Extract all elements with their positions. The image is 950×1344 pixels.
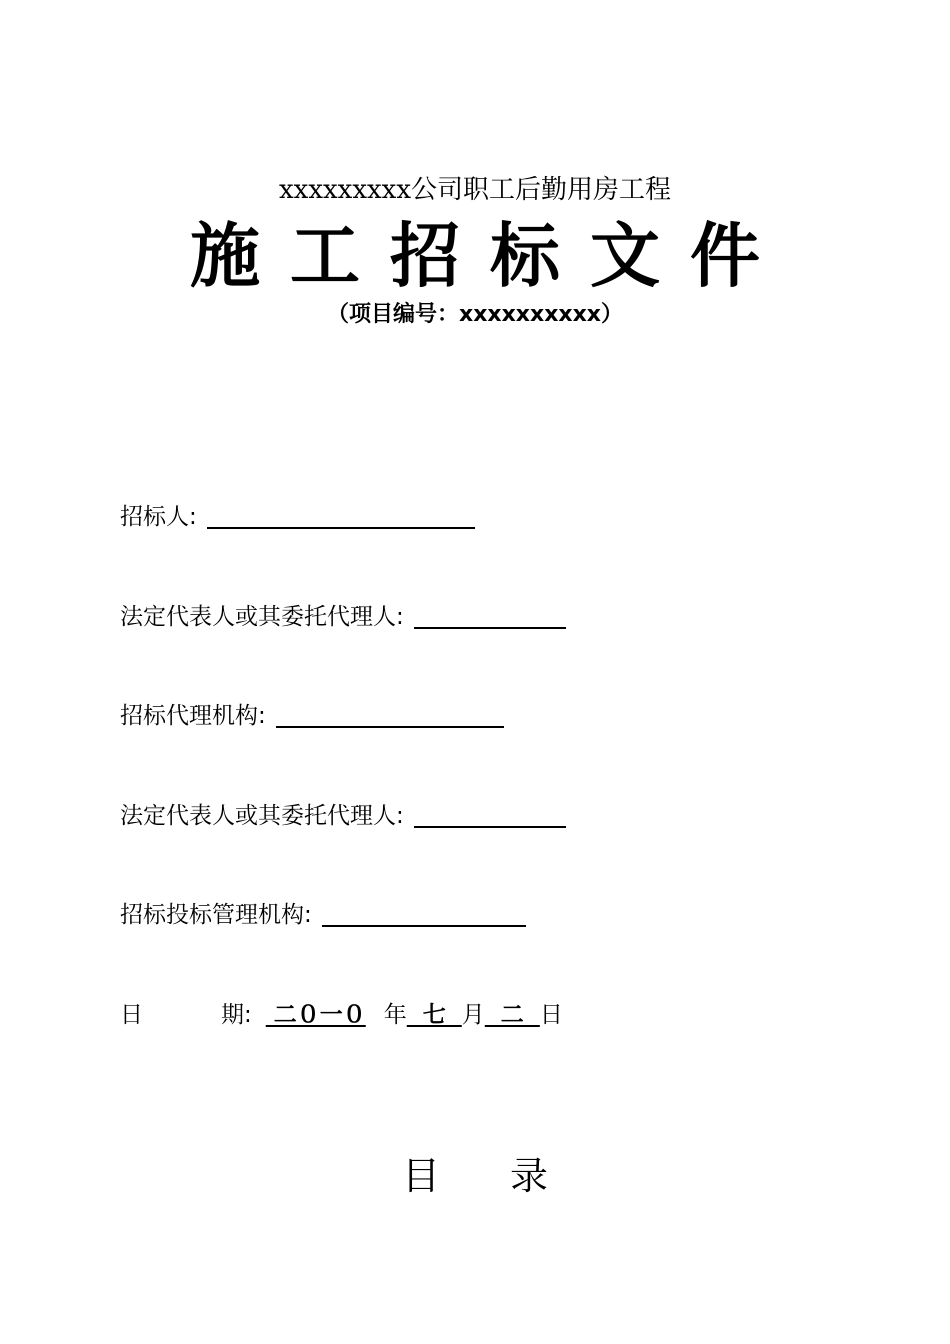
toc-title: 目录 bbox=[401, 1154, 618, 1198]
legal-rep-label-1: 法定代表人或其委托代理人: bbox=[120, 604, 404, 630]
project-number: （项目编号：xxxxxxxxxx） bbox=[327, 302, 623, 327]
agency-row bbox=[120, 697, 504, 731]
tenderer-blank[interactable] bbox=[207, 503, 475, 529]
tenderer-row bbox=[120, 498, 475, 532]
authority-blank[interactable] bbox=[322, 901, 526, 927]
date-label-day: 日 bbox=[120, 1002, 143, 1028]
authority-row bbox=[120, 896, 526, 930]
date-month-unit: 月 bbox=[461, 1002, 485, 1028]
date-row bbox=[120, 996, 563, 1030]
date-year-value[interactable]: 二０一０ bbox=[265, 1002, 366, 1028]
authority-label: 招标投标管理机构: bbox=[120, 902, 312, 928]
tenderer-label: 招标人: bbox=[120, 504, 197, 530]
date-month-value[interactable]: 七 bbox=[406, 1002, 462, 1028]
date-year-unit: 年 bbox=[383, 1002, 407, 1028]
legal-rep-row-2 bbox=[120, 797, 566, 831]
document-title: 施工招标文件 bbox=[190, 215, 790, 297]
legal-rep-label-2: 法定代表人或其委托代理人: bbox=[120, 803, 404, 829]
project-subtitle: xxxxxxxxx公司职工后勤用房工程 bbox=[279, 175, 671, 205]
agency-label: 招标代理机构: bbox=[120, 703, 266, 729]
date-day-value[interactable]: 二 bbox=[484, 1002, 540, 1028]
legal-rep-row-1 bbox=[120, 598, 566, 632]
date-day-unit: 日 bbox=[539, 1002, 563, 1028]
legal-rep-blank-1[interactable] bbox=[414, 603, 566, 629]
agency-blank[interactable] bbox=[276, 702, 504, 728]
legal-rep-blank-2[interactable] bbox=[414, 802, 566, 828]
date-label-period: 期: bbox=[221, 1002, 252, 1028]
